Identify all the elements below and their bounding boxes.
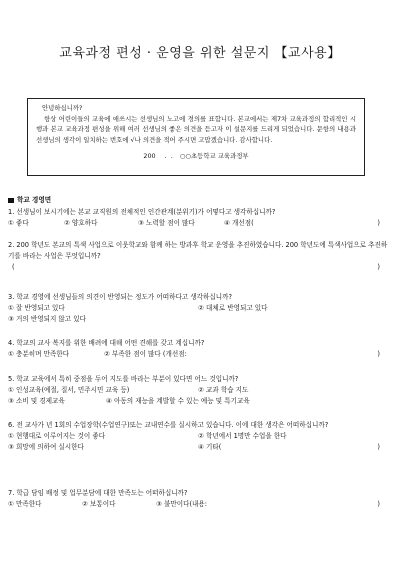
question-7-text: 7. 학급 담임 배정 및 업무분담에 대한 만족도는 어떠하십니까? [8, 489, 188, 497]
question-1-options [8, 218, 392, 229]
page-title: 교육과정 편성 · 운영을 위한 설문지 【교사용】 [59, 46, 341, 61]
intro-dot-2: . [170, 152, 173, 161]
q3-option-2[interactable]: ② 대체로 반영되고 있다 [198, 303, 268, 312]
question-6 [8, 420, 392, 452]
q4-option-1[interactable]: ① 충분히며 만족한다 [8, 349, 70, 358]
intro-signature [36, 151, 356, 162]
question-2-answer[interactable] [8, 262, 392, 273]
question-7-options [8, 499, 392, 510]
question-6-options-a [8, 431, 392, 442]
q5-option-1[interactable]: ① 인성교육(예절, 질서, 민주시민 교육 등) [8, 385, 130, 394]
question-3-options-a [8, 303, 392, 314]
q3-option-1[interactable]: ① 잘 반영되고 있다 [8, 303, 65, 312]
section-heading-label: 학교 경영면 [17, 196, 52, 204]
q1-option-2[interactable]: ② 양호하다 [64, 218, 98, 227]
q5-option-4[interactable]: ④ 아동의 재능을 계발할 수 있는 예능 및 특기교육 [106, 396, 250, 405]
question-4-options [8, 349, 392, 360]
question-7 [8, 488, 392, 510]
q2-open-paren: ( [12, 262, 15, 271]
q1-option-3[interactable]: ③ 노력할 점이 많다 [138, 218, 195, 227]
question-6-text: 6. 전 교사가 년 1회의 수업장학(수업연구)또는 교내연수를 실시하고 있습니다. 이에 대한 생각은 어떠하십니까? [8, 421, 329, 429]
q1-option-1[interactable]: ① 좋다 [8, 218, 29, 227]
question-5 [8, 374, 392, 406]
q7-close-paren: ) [377, 499, 380, 508]
q6-close-paren: ) [377, 442, 380, 451]
question-5-options-a [8, 385, 392, 396]
q6-option-4[interactable]: ④ 기타( [198, 442, 222, 451]
question-4-text: 4. 학교의 교사 복지를 위한 배려에 대해 어떤 견해를 갖고 계십니까? [8, 339, 205, 347]
q5-option-2[interactable]: ② 교과 학습 지도 [198, 385, 249, 394]
q4-option-2[interactable]: ② 부족한 점이 많다 (개선점: [104, 349, 187, 358]
question-1-text: 1. 선생님이 보시기에는 본교 교직원의 전체적인 인간관계(분위기)가 어떻다고 생각하십니까? [8, 208, 276, 216]
question-3 [8, 292, 392, 324]
q7-option-3[interactable]: ③ 불만이다(내용: [156, 499, 208, 508]
question-2-text: 2. 200 학년도 본교의 특색 사업으로 이웃학교와 함께 하는 방과후 학교 운영을 추진하였습니다. 200 학년도에 특색사업으로 추진하기를 바라는 사업은 무엇입니까? [8, 241, 388, 260]
q6-option-2[interactable]: ② 학년에서 1명만 수업을 한다 [198, 431, 287, 440]
intro-dot-1: . [164, 152, 167, 161]
question-5-options-b [8, 396, 392, 407]
q6-option-3[interactable]: ③ 희망에 의하여 실시한다 [8, 442, 84, 451]
intro-greeting: 안녕하십니까? [42, 104, 83, 112]
intro-paragraph: 항상 어린이들의 교육에 애쓰시는 선생님의 노고에 경의를 표합니다. 본교에서는 제7차 교육과정의 합리적인 시행과 본교 교육과정 편성을 위해 여러 선생님의 좋은 의견을 듣고자 이 설문지를 드리게 되었습니다. 문항의 내용과 선생님의 생각이 일치하는 번호에 √나 의견을 적어 주시면 고맙겠습니다. 감사합니다. [36, 114, 356, 144]
q4-close-paren: ) [377, 349, 380, 358]
intro-box [27, 98, 365, 176]
q5-option-3[interactable]: ③ 소비 및 경제교육 [8, 396, 65, 405]
question-5-text: 5. 학교 교육에서 특히 중점을 두어 지도를 바라는 부분이 있다면 어느 것입니까? [8, 375, 239, 383]
question-2 [8, 240, 392, 272]
section-heading [8, 195, 392, 206]
question-4 [8, 338, 392, 360]
q3-option-3[interactable]: ③ 거의 반영되지 않고 있다 [8, 314, 86, 323]
question-3-text: 3. 학교 경영에 선생님들의 의견이 반영되는 정도가 어떠하다고 생각하십니까? [8, 293, 233, 301]
q2-close-paren: ) [377, 262, 380, 271]
q7-option-2[interactable]: ② 보통이다 [82, 499, 116, 508]
question-1 [8, 207, 392, 229]
square-bullet-icon [8, 198, 14, 203]
q1-close-paren: ) [377, 218, 380, 227]
q1-option-4[interactable]: ④ 개선점( [224, 218, 254, 227]
question-6-options-b [8, 442, 392, 453]
q7-option-1[interactable]: ① 만족한다 [8, 499, 42, 508]
intro-org: ○○초등학교 교육과정부 [179, 152, 249, 161]
intro-year: 200 [143, 152, 156, 161]
q6-option-1[interactable]: ① 현행대로 이루어지는 것이 좋다 [8, 431, 106, 440]
